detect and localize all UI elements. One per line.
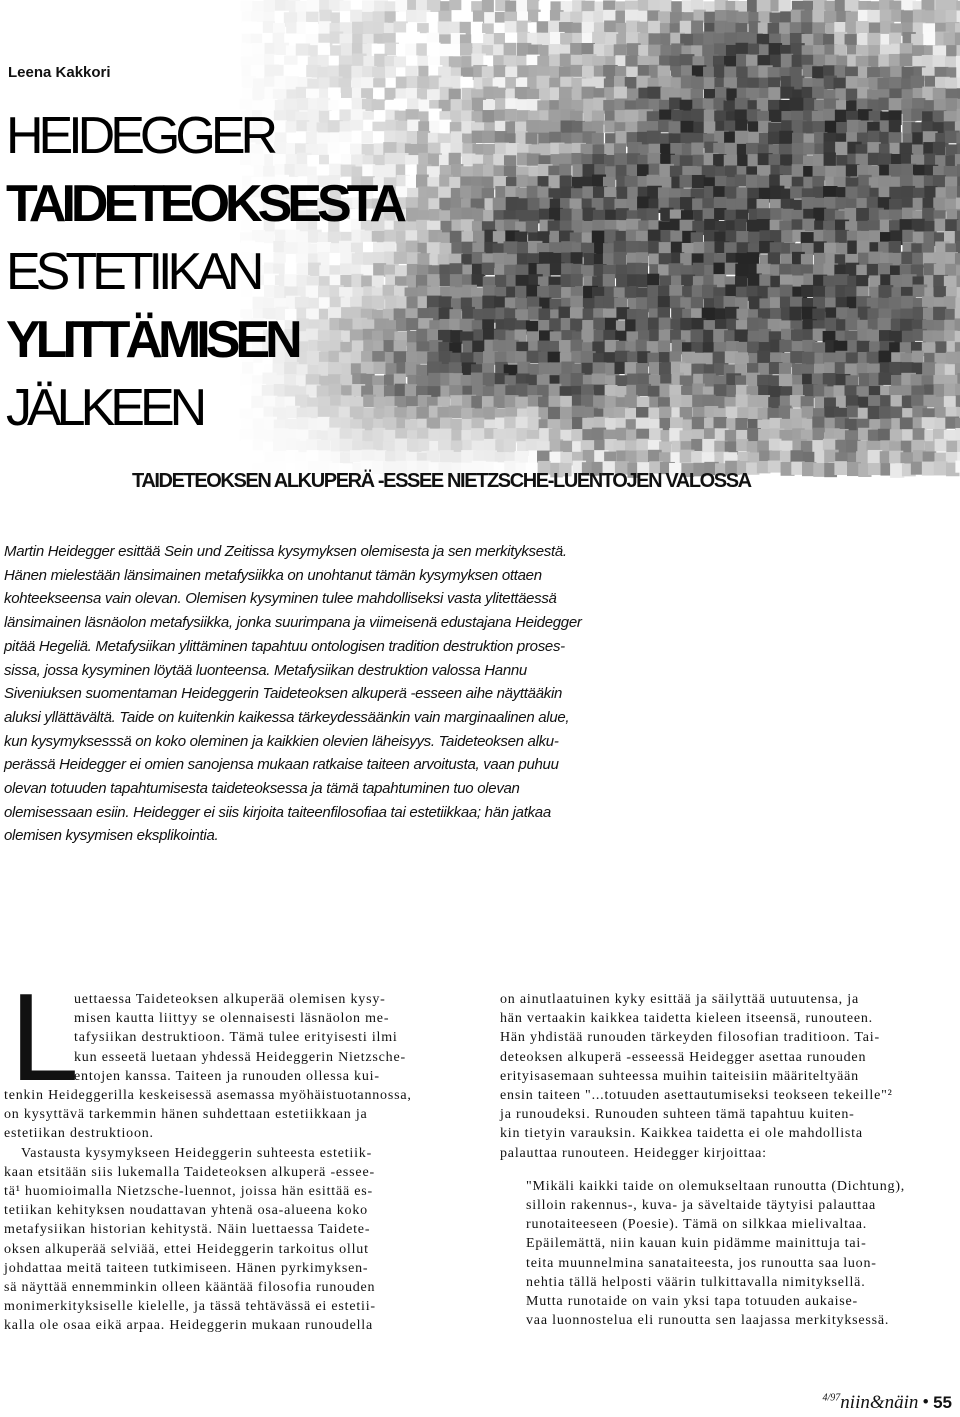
mosaic-tile [735,352,748,365]
mosaic-tile [956,395,960,408]
mosaic-tile [957,275,960,288]
body-line: estetiikan destruktioon. [4,1126,154,1142]
mosaic-tile [900,175,914,187]
mosaic-tile [449,406,462,419]
mosaic-tile [890,429,903,441]
mosaic-tile [900,362,914,374]
mosaic-tile [548,407,562,420]
mosaic-tile [560,209,573,222]
mosaic-tile [307,450,319,462]
mosaic-tile [637,197,650,211]
mosaic-tile [957,109,960,122]
mosaic-tile [757,0,771,13]
mosaic-tile [868,131,881,144]
mosaic-tile [451,99,463,112]
mosaic-tile [537,21,549,34]
body-line: misen kautta liittyy se olennaisesti läsnäolon me- [74,1011,390,1027]
mosaic-tile [878,373,892,385]
mosaic-tile [592,231,605,245]
mosaic-tile [516,264,530,276]
mosaic-tile [944,0,958,11]
mosaic-tile [847,406,859,418]
mosaic-tile [669,98,681,110]
mosaic-tile [416,175,429,188]
body-line: sä näyttää ennemminkin olleen kääntää filosofia runouden [4,1280,376,1296]
mosaic-tile [781,54,793,69]
mosaic-tile [549,285,561,298]
mosaic-tile [702,439,716,453]
lead-line: Martin Heidegger esittää Sein und Zeitissa kysymyksen olemisesta ja sen merkityksestä. [4,543,567,560]
mosaic-tile [691,143,703,157]
quote-line: silloin rakennus-, kuva- ja säveltaide täytyisi palauttaa [526,1198,877,1214]
mosaic-tile [845,34,858,46]
mosaic-tile [691,451,703,464]
mosaic-tile [252,43,265,56]
mosaic-tile [757,176,770,189]
mosaic-tile [868,406,881,420]
mosaic-tile [449,0,462,11]
mosaic-tile [801,285,814,297]
body-line: tenkin Heideggerilla keskeisessä asemassa myöhäistuotannossa, [4,1088,412,1104]
body-line: kin tietyin varauksin. Kaikkea taidetta ei ole mahdollista [500,1126,863,1142]
mosaic-tile [439,296,452,308]
mosaic-tile [680,175,693,188]
mosaic-tile [856,21,869,33]
lead-line: Siveniuksen suomentaman Heideggerin Taideteoksen alkuperä -esseen aihe näyttääkin [4,685,563,703]
mosaic-tile [438,187,452,200]
mosaic-tile [911,34,925,47]
title-line: HEIDEGGER [6,107,274,165]
mosaic-tile [471,396,483,409]
mosaic-tile [471,22,483,35]
title-line: TAIDETEOKSESTA [6,175,403,233]
quote-line: teita muunnelmina sanataiteesta, jos runoutta saa luon- [526,1255,877,1271]
mosaic-tile [933,175,946,188]
mosaic-tile [603,274,615,286]
lead-line: perässä Heidegger ei omien sanojensa mukaan ratkaise taiteen arvoitusta, vaan puhuu [4,756,559,774]
mosaic-tile [571,340,584,353]
mosaic-tile [923,32,936,47]
mosaic-tile [714,384,728,397]
mosaic-tile [671,110,683,123]
quote-line: nehtia tällä helposti väärin tulkittavalla nimityksellä. [526,1274,866,1290]
mosaic-tile [526,120,541,134]
body-line: Vastausta kysymykseen Heideggerin suhteesta estetiik- [4,1145,373,1161]
mosaic-tile [922,462,934,476]
mosaic-tile [636,274,648,287]
mosaic-tile [922,417,937,429]
issue-number: 4/97 [822,1392,841,1404]
lead-paragraph [4,540,720,848]
mosaic-tile [582,43,595,55]
mosaic-tile [923,395,935,408]
mosaic-tile [779,22,791,35]
mosaic-tile [933,55,946,68]
mosaic-tile [504,43,517,56]
mosaic-tile [813,428,825,441]
mosaic-tile [439,44,452,56]
mosaic-tile [493,198,508,212]
mosaic-tile [790,186,803,198]
lead-line: kun kysymyksesssä on koko oleminen ja kaikkien olevien läheisyys. Taideteoksen alku- [4,732,559,750]
mosaic-tile [427,274,439,287]
mosaic-tile [867,330,880,343]
mosaic-tile [757,351,770,364]
mosaic-tile [802,352,814,366]
mosaic-tile [605,418,617,431]
page-number: 55 [933,1393,952,1412]
mosaic-tile [450,274,463,288]
title-line: YLITTÄMISEN [6,311,298,369]
mosaic-tile [636,319,649,332]
mosaic-tile [407,120,420,132]
lead-line: kohteekseensa vain olevan. Olemisen kysyminen tulee mahdolliseksi vasta ylitettäessä [4,590,557,608]
mosaic-tile [374,450,386,462]
body-line: monimerkityksiselle kielelle, ja tässä tehtävässä ei estetii- [4,1299,376,1315]
mosaic-tile [823,109,837,122]
mosaic-tile [559,87,572,99]
lead-line: Hänen mielestään länsimainen metafysiikka on unohtanut tämän kysymyksen ottaen [4,566,542,584]
mosaic-tile [648,33,661,46]
body-line: tetiikan kehityksen noudattavan yhtenä osa-alueena koko [4,1203,368,1219]
body-column-right [500,990,954,1330]
mosaic-tile [889,241,901,253]
body-line: oksen alkuperää selviää, ettei Heideggerin tarkoitus ollut [4,1241,369,1257]
mosaic-tile [296,1,309,13]
mosaic-tile [614,252,627,265]
mosaic-tile [636,418,650,430]
mosaic-tile [252,22,264,36]
mosaic-tile [438,440,451,452]
mosaic-tile [625,287,639,299]
mosaic-tile [614,241,626,253]
mosaic-tile [768,461,782,473]
mosaic-tile [460,186,472,200]
mosaic-tile [647,87,661,101]
mosaic-tile [770,208,783,220]
quote-line: vaa luonnostelua eli runoutta sen laajassa merkityksessä. [526,1313,890,1329]
mosaic-tile [439,120,451,133]
mosaic-tile [406,318,418,330]
mosaic-tile [692,175,705,188]
mosaic-tile [790,98,804,113]
mosaic-tile [900,143,913,155]
body-column-left [4,990,458,1336]
mosaic-tile [736,66,748,78]
mosaic-tile [779,374,792,388]
mosaic-tile [318,21,331,35]
mosaic-tile [603,197,615,210]
mosaic-tile [648,45,662,57]
mosaic-tile [713,263,725,275]
mosaic-tile [691,329,706,343]
body-line: kalla ole osaa eikä arpaa. Heideggerin mukaan runoudella [4,1318,373,1334]
mosaic-tile [670,395,682,409]
mosaic-tile [605,396,618,408]
body-line: johdattaa meitä taiteen tutkimiseen. Hänen pyrkimyksen- [4,1260,369,1276]
mosaic-tile [834,461,847,475]
mosaic-tile [691,0,703,11]
mosaic-tile [516,417,529,430]
mosaic-tile [857,186,870,199]
body-line: on kysyttävä tarkemmin hänen suhdettaan estetiikkaan ja [4,1107,368,1123]
mosaic-tile [922,0,935,11]
quote-line: Epäilemättä, niin kauan kuin pidämme mainittuja tai- [526,1236,867,1252]
mosaic-tile [471,373,484,386]
mosaic-tile [416,407,430,419]
mosaic-tile [724,32,737,46]
mosaic-tile [614,44,627,56]
mosaic-tile [482,263,495,275]
mosaic-tile [779,406,792,419]
mosaic-tile [571,274,583,287]
mosaic-tile [735,418,747,432]
mosaic-tile [461,219,474,232]
mosaic-tile [439,243,453,255]
mosaic-tile [803,143,815,155]
dropcap-glyph: L [10,969,79,1107]
mosaic-tile [934,264,947,277]
lead-line: olemisen kysymisen eksplikointia. [4,827,219,845]
author-name: Leena Kakkori [8,64,111,81]
mosaic-tile [933,307,946,322]
mosaic-tile [935,439,948,452]
mosaic-tile [780,87,794,99]
mosaic-tile [592,220,605,232]
mosaic-tile [835,142,847,157]
mosaic-tile [681,395,693,408]
body-line: tä¹ huomioimalla Nietzsche-luennot, joissa hän esittää es- [4,1184,374,1200]
mosaic-tile [900,54,913,66]
mosaic-tile [680,54,695,66]
quote-line: Mutta runotaide on vain yksi tapa totuuden aukaise- [526,1294,859,1310]
mosaic-tile [659,318,673,330]
mosaic-tile [482,66,495,78]
body-line: kaan etsitään siis lukemalla Taideteoksen alkuperä -essee- [4,1164,375,1180]
mosaic-tile [736,12,750,24]
mosaic-tile [769,110,782,122]
body-line: Hän yhdistää runouden tärkeyden filosofian traditioon. Tai- [500,1030,880,1046]
lead-line: pitää Hegeliä. Metafysiikan ylittäminen tapahtuu ontologisen tradition destruktion proses- [4,637,565,655]
mosaic-tile [934,252,947,264]
mosaic-tile [406,10,418,22]
article-title [6,102,402,442]
mosaic-tile [955,32,960,45]
mosaic-tile [857,33,869,46]
mosaic-tile [516,175,528,187]
mosaic-tile [889,98,903,112]
mosaic-tile [704,77,716,89]
mosaic-tile [539,143,551,155]
mosaic-tile [350,10,362,22]
body-line: entojen kanssa. Taiteen ja runouden ollessa kui- [74,1068,380,1084]
mosaic-tile [505,21,517,34]
lead-line: sissa, jossa kysyminen löytää luonteensa. Metafysiikan destruktion valossa Hannu [4,661,527,679]
mosaic-tile [306,22,318,35]
mosaic-tile [867,264,879,277]
mosaic-tile [251,450,263,463]
block-quote [500,1177,954,1331]
mosaic-tile [714,197,727,209]
mosaic-tile [790,307,802,322]
mosaic-tile [505,1,518,14]
mosaic-tile [504,155,517,167]
mosaic-tile [482,131,495,144]
mosaic-tile [527,153,541,165]
mosaic-tile [494,65,507,77]
mosaic-tile [867,10,881,23]
mosaic-tile [934,461,948,475]
mosaic-tile [889,54,901,67]
lead-line: länsimainen läsnäolon metafysiikka, jonka suurimpana ja viimeisenä edustajana Heidegger [4,614,582,632]
mosaic-tile [539,362,551,374]
page-footer [823,1392,952,1414]
mosaic-tile [504,439,516,454]
mosaic-tile [648,21,660,35]
body-line: palauttaa runouteen. Heidegger kirjoittaa: [500,1145,767,1161]
mosaic-tile [812,87,824,99]
mosaic-tile [231,87,243,101]
mosaic-tile [779,131,793,144]
title-line: ESTETIIKAN [6,243,260,301]
body-line: metafysiikan historian kehitystä. Näin luettaessa Taidete- [4,1222,371,1238]
mosaic-tile [924,186,937,199]
mosaic-tile [867,197,880,209]
title-line: JÄLKEEN [6,379,203,437]
mosaic-tile [691,21,703,35]
mosaic-tile [506,197,519,211]
mosaic-tile [812,417,825,430]
body-line: ensin taiteen "...totuuden asettautumiseksi teokseen tekeille"² [500,1088,893,1104]
mosaic-tile [911,395,924,407]
mosaic-tile [846,76,859,90]
mosaic-tile [902,230,914,243]
mosaic-tile [495,275,508,289]
mosaic-tile [956,132,960,144]
mosaic-tile [350,450,363,462]
mosaic-tile [504,318,517,331]
mosaic-tile [878,429,890,442]
mosaic-tile [319,10,331,23]
mosaic-tile [955,384,960,397]
mosaic-tile [460,43,473,56]
mosaic-tile [823,439,837,452]
mosaic-tile [879,351,893,363]
mosaic-tile [946,98,958,111]
body-line: kun esseetä luetaan yhdessä Heideggerin Nietzsche- [74,1049,406,1065]
mosaic-tile [581,265,594,277]
magazine-name: niin&näin [840,1392,919,1413]
mosaic-tile [526,221,538,233]
mosaic-tile [736,439,748,451]
mosaic-tile [625,395,638,408]
mosaic-tile [680,21,692,35]
mosaic-tile [867,33,881,46]
mosaic-tile [878,285,893,299]
mosaic-tile [813,286,826,299]
mosaic-tile [779,340,793,352]
mosaic-tile [405,362,417,377]
body-line: hän vertaakin kaikkea taidetta kieleen itseensä, runouteen. [500,1011,873,1027]
mosaic-tile [362,450,377,462]
mosaic-tile [691,76,704,89]
lead-line: aluksi yllättävältä. Taide on kuitenkin kaikessa tärkeydessäänkin vain marginaalinen alue, [4,708,570,726]
mosaic-tile [230,22,242,35]
mosaic-tile [517,65,530,77]
mosaic-tile [768,87,781,100]
mosaic-tile [911,462,923,475]
mosaic-tile [790,450,803,462]
article-subtitle: TAIDETEOKSEN ALKUPERÄ -ESSEE NIETZSCHE-LUENTOJEN VALOSSA [132,470,751,492]
body-line: erityisasemaan suhteessa muihin taiteisiin määriteltyään [500,1068,859,1084]
mosaic-tile [714,65,726,78]
body-line: tafysiikan destruktioon. Tämä tulee erityisesti ilmi [74,1030,398,1046]
mosaic-tile [647,208,659,220]
mosaic-tile [902,429,914,441]
mosaic-tile [779,0,791,12]
mosaic-tile [856,208,870,221]
quote-line: runotaiteeseen (Poesie). Tämä on silkkaa mielivaltaa. [526,1217,868,1233]
body-line: ja runoudeksi. Runouden suhteen tämä tapahtuu kuiten- [500,1107,855,1123]
quote-line: "Mikäli kaikki taide on olemukseltaan runoutta (Dichtung), [526,1178,906,1194]
lead-line: olevan totuuden tapahtumisesta taideteoksessa ja tämä tapahtuminen tuo olevan [4,780,520,798]
lead-line: olemisessaan esiin. Heidegger ei siis kirjoita taiteenfilosofiaa tai estetiikkaa; hän jatkaa [4,803,551,821]
body-line: uettaessa Taideteoksen alkuperää olemisen kysy- [74,992,386,1007]
mosaic-tile [625,110,639,122]
mosaic-tile [625,55,639,67]
mosaic-tile [570,65,582,77]
mosaic-tile [867,352,881,364]
mosaic-tile [450,208,462,221]
mosaic-tile [780,285,793,299]
mosaic-tile [693,34,705,46]
mosaic-tile [946,352,959,365]
mosaic-tile [768,252,780,264]
body-line: deteoksen alkuperä -esseessä Heidegger asettaa runouden [500,1049,867,1065]
mosaic-tile [757,395,770,409]
mosaic-tile [911,76,924,90]
mosaic-tile [846,395,859,407]
mosaic-tile [746,143,759,156]
mosaic-tile [868,463,880,475]
mosaic-tile [824,153,836,167]
mosaic-tile [658,296,672,308]
mosaic-tile [427,43,441,57]
mosaic-tile [493,88,505,100]
mosaic-tile [922,362,936,376]
mosaic-tile [889,297,902,310]
footer-separator: • [922,1392,930,1413]
mosaic-tile [812,10,825,23]
body-line: on ainutlaatuinen kyky esittää ja säilyttää uutuutensa, ja [500,992,859,1007]
mosaic-tile [581,395,595,408]
mosaic-tile [581,330,595,344]
mosaic-tile [450,419,462,432]
mosaic-tile [372,67,386,79]
mosaic-tile [680,88,692,101]
mosaic-tile [955,461,960,473]
